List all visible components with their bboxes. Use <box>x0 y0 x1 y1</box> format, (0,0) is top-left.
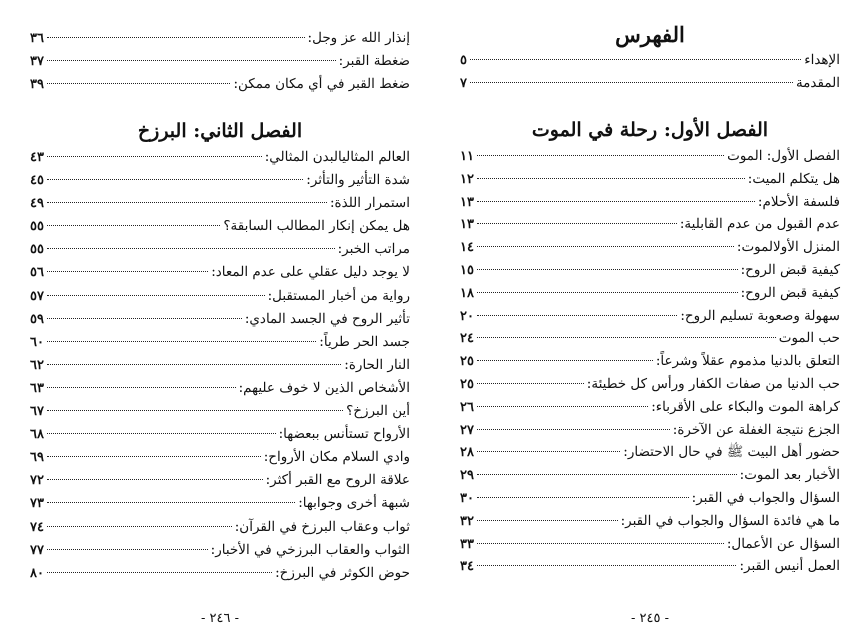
toc-entry-page-number: ٧٧ <box>30 542 44 558</box>
toc-entry <box>30 400 410 423</box>
toc-entry-label: علاقة الروح مع القبر أكثر: <box>265 472 410 489</box>
toc-entry <box>30 27 410 50</box>
toc-entry-page-number: ٢٩ <box>460 468 474 484</box>
toc-entry-page-number: ٣٩ <box>30 77 44 92</box>
dot-leader <box>477 360 653 361</box>
toc-entry-label: رواية من أخبار المستقبل: <box>267 287 410 304</box>
dot-leader <box>477 451 620 452</box>
dot-leader <box>47 502 295 503</box>
toc-entry-label: حضور أهل البيت ﷺ في حال الاحتضار: <box>623 444 840 461</box>
toc-entry-page-number: ٢٦ <box>460 399 474 415</box>
toc-entry-page-number: ٥٩ <box>30 311 44 327</box>
toc-entry-label: الفصل الأول: الموت <box>727 148 840 164</box>
toc-entry <box>30 331 410 354</box>
toc-entry <box>30 562 410 585</box>
chapter-two-entries-list <box>30 146 410 585</box>
toc-entry <box>460 510 840 533</box>
dot-leader <box>47 479 263 480</box>
toc-entry-page-number: ٧٣ <box>30 496 44 512</box>
dot-leader <box>477 178 745 179</box>
toc-entry <box>30 539 410 562</box>
page-245 <box>460 0 840 640</box>
toc-title: الفهرس <box>615 22 685 47</box>
dot-leader <box>47 433 276 434</box>
toc-entry-label: ثواب وعقاب البرزخ في القرآن: <box>234 518 410 535</box>
toc-entry-label: كيفية قبض الروح: <box>740 284 840 301</box>
toc-entry-page-number: ٣٠ <box>460 490 474 506</box>
toc-entry-label: النار الحارة: <box>344 356 410 373</box>
toc-entry-label: شدة التأثير والتأثر: <box>306 172 410 189</box>
toc-entry-page-number: ٣٧ <box>30 54 44 69</box>
toc-entry-page-number: ٥٥ <box>30 242 44 258</box>
toc-entry <box>30 50 410 73</box>
dot-leader <box>477 383 584 384</box>
dot-leader <box>477 474 737 475</box>
dot-leader <box>47 179 303 180</box>
dot-leader <box>477 201 755 202</box>
dot-leader <box>47 341 316 342</box>
dot-leader <box>47 318 242 319</box>
toc-entry-label: فلسفة الأحلام: <box>757 193 840 210</box>
toc-entry-page-number: ٥ <box>460 53 467 68</box>
toc-entry-page-number: ١٤ <box>460 240 474 256</box>
toc-entry <box>460 464 840 487</box>
toc-entry-label: جسد الحر طرياً: <box>319 333 410 350</box>
dot-leader <box>47 549 208 550</box>
toc-entry-page-number: ٥٧ <box>30 288 44 304</box>
toc-entry-page-number: ١٥ <box>460 262 474 278</box>
toc-entry <box>30 261 410 284</box>
toc-entry-label: لا يوجد دليل عقلي على عدم المعاد: <box>211 264 410 281</box>
chapter-one-title: الفصل الأول: رحلة في الموت <box>531 119 769 141</box>
toc-entry-label: الثواب والعقاب البرزخي في الأخبار: <box>210 541 410 558</box>
dot-leader <box>477 315 677 316</box>
dot-leader <box>47 248 335 249</box>
toc-entry-label: العالم المثاليالبدن المثالي: <box>264 149 410 165</box>
toc-entry-page-number: ٦٠ <box>30 334 44 350</box>
toc-entry <box>30 73 410 96</box>
toc-entry <box>460 72 840 95</box>
toc-entry-page-number: ٦٩ <box>30 450 44 466</box>
dot-leader <box>47 225 220 226</box>
toc-entry <box>460 533 840 556</box>
toc-entry-label: ضغط القبر في أي مكان ممكن: <box>233 76 410 92</box>
toc-entry-label: حب الموت <box>778 330 840 347</box>
toc-entry <box>30 169 410 192</box>
dot-leader <box>47 456 261 457</box>
toc-entry-label: الأشخاص الذين لا خوف عليهم: <box>238 379 410 396</box>
toc-entry <box>460 305 840 328</box>
toc-entry-page-number: ٣٤ <box>460 559 474 575</box>
toc-entry-label: الأخبار بعد الموت: <box>739 467 840 484</box>
toc-entry <box>460 145 840 168</box>
toc-entry-page-number: ٤٣ <box>30 150 44 165</box>
toc-entry-label: عدم القبول من عدم القابلية: <box>679 216 840 233</box>
toc-entry <box>460 396 840 419</box>
toc-entry <box>30 446 410 469</box>
toc-entry <box>30 516 410 539</box>
dot-leader <box>477 497 689 498</box>
page-246 <box>30 0 410 640</box>
toc-entry-page-number: ٧ <box>460 76 467 91</box>
toc-entry <box>30 146 410 169</box>
toc-entry <box>30 238 410 261</box>
dot-leader <box>477 246 734 247</box>
toc-entry-page-number: ٦٣ <box>30 380 44 396</box>
toc-entry-label: الأرواح تستأنس ببعضها: <box>278 426 410 443</box>
toc-entry-label: السؤال عن الأعمال: <box>726 535 840 552</box>
toc-entry <box>460 555 840 578</box>
dot-leader <box>477 429 670 430</box>
dot-leader <box>477 565 736 566</box>
dot-leader <box>47 410 343 411</box>
toc-entry-page-number: ٥٦ <box>30 265 44 281</box>
dot-leader <box>477 292 738 293</box>
toc-entry <box>30 377 410 400</box>
toc-entry-label: سهولة وصعوبة تسليم الروح: <box>680 307 840 324</box>
toc-entry-label: حوض الكوثر في البرزخ: <box>275 564 410 581</box>
toc-entry-label: وادي السلام مكان الأرواح: <box>263 449 410 466</box>
toc-entry-page-number: ٧٤ <box>30 519 44 535</box>
toc-entry-page-number: ٤٩ <box>30 196 44 212</box>
toc-entry <box>460 487 840 510</box>
toc-entry-label: مراتب الخبر: <box>337 241 410 258</box>
toc-entry-page-number: ٨٠ <box>30 565 44 581</box>
toc-entry-page-number: ٧٢ <box>30 473 44 489</box>
dot-leader <box>470 59 801 60</box>
toc-entry <box>30 354 410 377</box>
toc-entry-page-number: ٢٥ <box>460 354 474 370</box>
toc-entry-page-number: ٦٢ <box>30 357 44 373</box>
toc-entry-label: هل يمكن إنكار المطالب السابقة؟ <box>223 218 410 235</box>
dot-leader <box>47 295 265 296</box>
toc-entry <box>460 259 840 282</box>
toc-entry-page-number: ١٢ <box>460 171 474 187</box>
toc-entry <box>460 49 840 72</box>
toc-entry <box>460 282 840 305</box>
toc-entry <box>30 308 410 331</box>
toc-entry-page-number: ٢٥ <box>460 376 474 392</box>
dot-leader <box>47 364 341 365</box>
toc-entry-label: العمل أنيس القبر: <box>739 558 840 575</box>
toc-entry <box>460 213 840 236</box>
toc-entry-page-number: ٢٠ <box>460 308 474 324</box>
toc-entry <box>460 373 840 396</box>
dot-leader <box>47 202 327 203</box>
dot-leader <box>47 60 336 61</box>
toc-entry <box>30 215 410 238</box>
toc-entry-page-number: ٢٨ <box>460 445 474 461</box>
dot-leader <box>47 271 208 272</box>
dot-leader <box>47 526 232 527</box>
dot-leader <box>477 543 724 544</box>
toc-entry-page-number: ٤٥ <box>30 173 44 189</box>
toc-entry-page-number: ٦٨ <box>30 427 44 443</box>
toc-entry <box>460 168 840 191</box>
toc-entry-page-number: ٦٧ <box>30 404 44 420</box>
toc-entry <box>30 492 410 515</box>
front-matter-list <box>460 49 840 95</box>
toc-entry-label: التعلق بالدنيا مذموم عقلاً وشرعاً: <box>655 353 840 370</box>
chapter-two-title: الفصل الثاني: البرزخ <box>137 120 303 142</box>
toc-entry-page-number: ١٨ <box>460 285 474 301</box>
toc-entry-label: تأثير الروح في الجسد المادي: <box>244 310 410 327</box>
chapter-one-entries-list <box>460 145 840 578</box>
dot-leader <box>477 269 738 270</box>
toc-entry-page-number: ١٣ <box>460 217 474 233</box>
dot-leader <box>477 155 724 156</box>
dot-leader <box>47 37 305 38</box>
toc-entry <box>460 236 840 259</box>
dot-leader <box>47 156 262 157</box>
dot-leader <box>47 83 231 84</box>
toc-entry-label: كراهة الموت والبكاء على الأقرباء: <box>651 398 840 415</box>
dot-leader <box>47 387 236 388</box>
toc-entry-page-number: ٣٦ <box>30 31 44 46</box>
toc-entry <box>30 285 410 308</box>
toc-entry-label: أين البرزخ؟ <box>346 403 410 420</box>
toc-entry <box>30 192 410 215</box>
toc-entry-label: استمرار اللذة: <box>330 195 410 212</box>
continued-entries-list <box>30 27 410 96</box>
toc-entry-label: حب الدنيا من صفات الكفار ورأس كل خطيئة: <box>586 375 840 392</box>
toc-entry <box>460 350 840 373</box>
dot-leader <box>477 223 677 224</box>
toc-entry-label: هل يتكلم الميت: <box>747 170 840 187</box>
toc-entry <box>460 419 840 442</box>
toc-entry-page-number: ١٣ <box>460 194 474 210</box>
toc-entry-page-number: ٢٧ <box>460 422 474 438</box>
toc-entry <box>460 441 840 464</box>
toc-entry-label: كيفية قبض الروح: <box>740 261 840 278</box>
toc-entry-label: إنذار الله عز وجل: <box>307 30 410 46</box>
toc-entry-label: المقدمة <box>795 75 840 91</box>
toc-entry-page-number: ٥٥ <box>30 219 44 235</box>
toc-entry <box>460 327 840 350</box>
toc-entry-label: المنزل الأولالموت: <box>736 239 840 256</box>
dot-leader <box>470 82 793 83</box>
toc-entry <box>30 423 410 446</box>
toc-entry-label: ما هي فائدة السؤال والجواب في القبر: <box>620 512 840 529</box>
dot-leader <box>477 406 648 407</box>
dot-leader <box>477 337 776 338</box>
toc-entry-page-number: ٢٤ <box>460 331 474 347</box>
toc-entry <box>460 191 840 214</box>
toc-entry-label: ضغطة القبر: <box>338 53 410 69</box>
dot-leader <box>47 572 272 573</box>
toc-entry-label: الإهداء <box>804 52 840 68</box>
dot-leader <box>477 520 618 521</box>
toc-entry-page-number: ٣٢ <box>460 513 474 529</box>
toc-entry-label: الجزع نتيجة الغفلة عن الآخرة: <box>672 421 840 438</box>
toc-entry <box>30 469 410 492</box>
page-number-246: - ٢٤٦ - <box>200 611 239 626</box>
toc-entry-label: السؤال والجواب في القبر: <box>691 489 840 506</box>
toc-entry-page-number: ١١ <box>460 149 474 164</box>
toc-entry-label: شبهة أخرى وجوابها: <box>298 495 410 512</box>
page-number-245: - ٢٤٥ - <box>630 611 669 626</box>
toc-entry-page-number: ٣٣ <box>460 536 474 552</box>
